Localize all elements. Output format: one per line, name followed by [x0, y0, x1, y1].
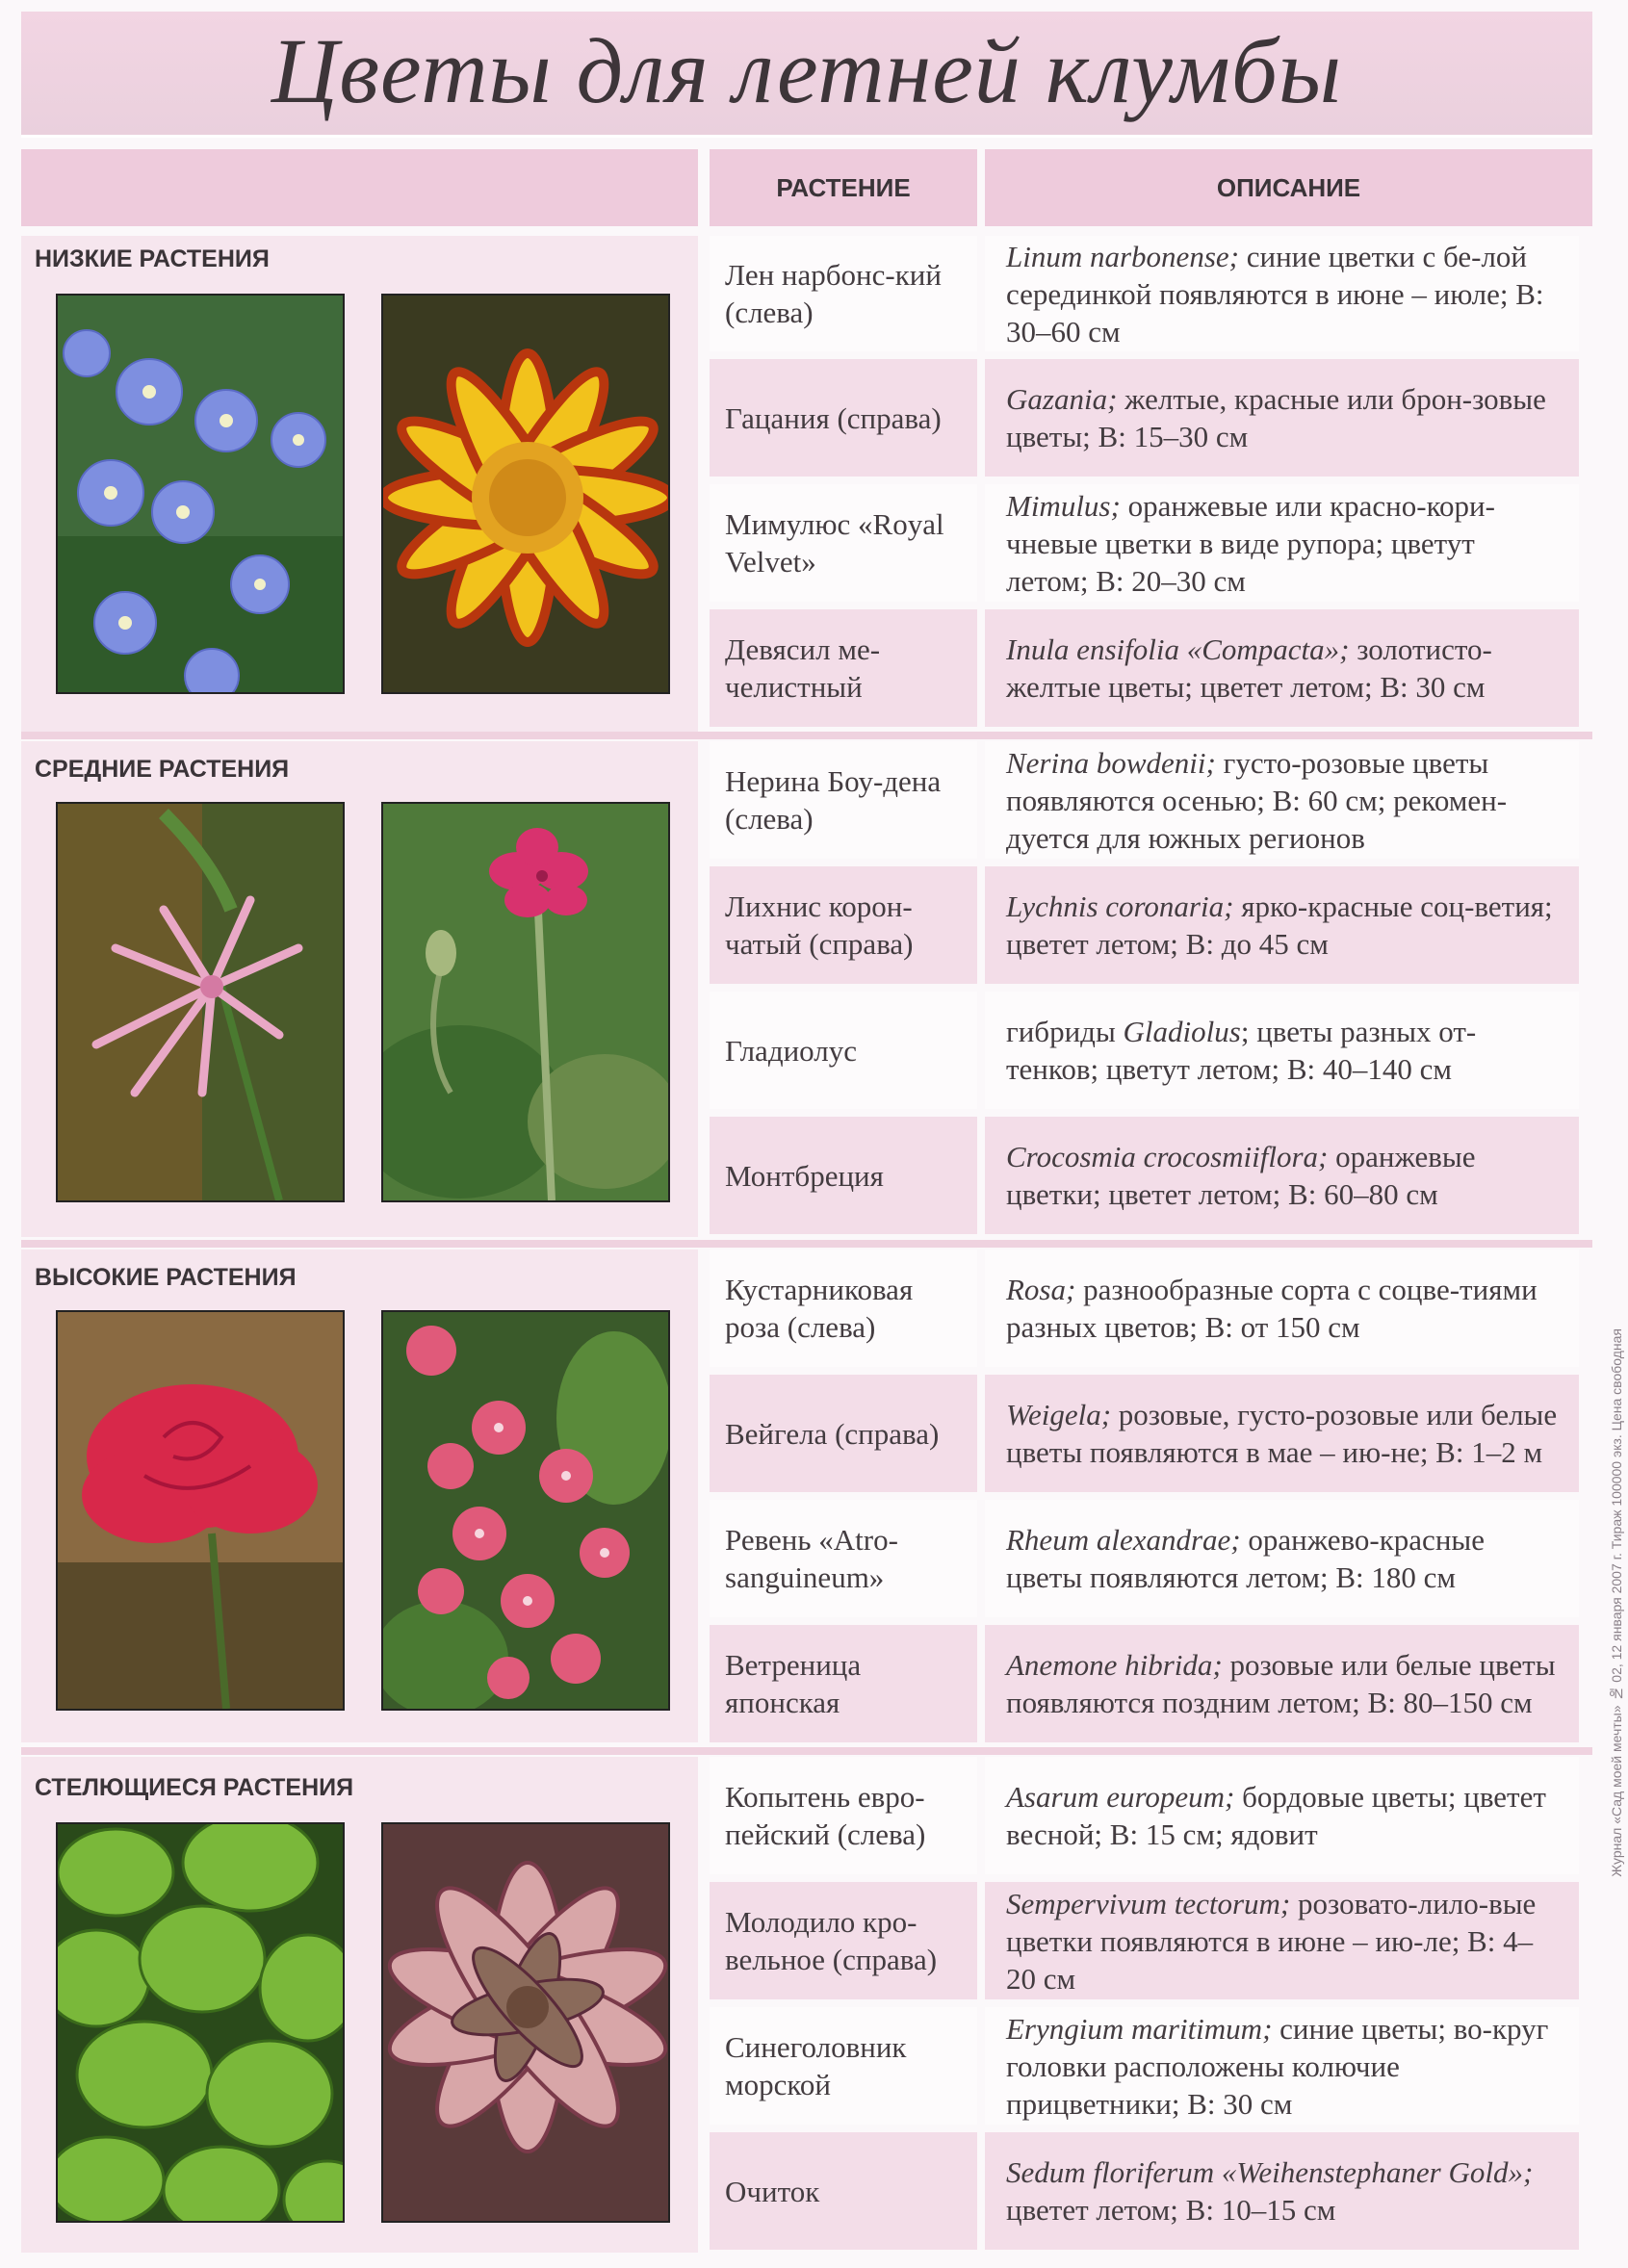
description-cell	[985, 236, 1579, 351]
plant-name-cell: Монтбреция	[710, 1117, 977, 1234]
description-text: розовые, густо-розовые или белые цветы появляются в мае – ию-не; В: 1–2 м	[1006, 1398, 1558, 1469]
description-text: синие цветки с бе-лой серединкой появляются в июне – июле; В: 30–60 см	[1006, 239, 1544, 348]
section-label: СРЕДНИЕ РАСТЕНИЯ	[35, 756, 290, 783]
description-text: оранжевые или красно-кори-чневые цветки в виде рупора; цветут летом; В: 20–30 см	[1006, 488, 1495, 598]
description-cell	[985, 1250, 1579, 1367]
plant-name-cell: Лихнис корон-чатый (справа)	[710, 866, 977, 984]
description-cell	[985, 1117, 1579, 1234]
page-title: Цветы для летней клумбы	[271, 19, 1343, 122]
publication-sideline: Журнал «Сад моей мечты» № 02, 12 января 2007 г. Тираж 100000 экз. Цена свободная	[1609, 1328, 1624, 1877]
description-text: разнообразные сорта с соцве-тиями разных цветов; В: от 150 см	[1006, 1273, 1538, 1344]
description-cell	[985, 1375, 1579, 1492]
description-text: ; цветы разных от-тенков; цветут летом; В: 40–140 см	[1006, 1015, 1477, 1086]
description-text: розовато-лило-вые цветки появляются в июне – ию-ле; В: 4–20 см	[1006, 1886, 1537, 1996]
description-cell	[985, 2007, 1579, 2125]
plant-name-cell: Гацания (справа)	[710, 359, 977, 477]
latin-name: Anemone hibrida;	[1006, 1648, 1223, 1682]
latin-name: Crocosmia crocosmiiflora;	[1006, 1140, 1329, 1173]
latin-name: Gladiolus	[1123, 1015, 1241, 1048]
plant-name-cell: Девясил ме-челистный	[710, 609, 977, 727]
description-text: цветет летом; В: 10–15 см	[1006, 2193, 1336, 2227]
latin-name: Linum narbonense;	[1006, 239, 1239, 273]
latin-name: Weigela;	[1006, 1398, 1112, 1431]
plant-name-cell: Нерина Боу-дена (слева)	[710, 741, 977, 859]
description-cell	[985, 1757, 1579, 1874]
description-text: розовые или белые цветы появляются поздним летом; В: 80–150 см	[1006, 1648, 1556, 1719]
latin-name: Nerina bowdenii;	[1006, 745, 1216, 780]
description-cell	[985, 1500, 1579, 1617]
blue-flax-flowers-photo	[56, 294, 345, 694]
description-text: бордовые цветы; цветет весной; В: 15 см; ядовит	[1006, 1780, 1546, 1851]
lychnis-flower-photo	[381, 802, 670, 1202]
section-divider	[21, 1240, 1592, 1248]
section-divider	[21, 732, 1592, 739]
gazania-flower-photo	[381, 294, 670, 694]
description-text: синие цветы; во-круг головки расположены колючие прицветники; В: 30 см	[1006, 2011, 1549, 2121]
description-prefix: гибриды	[1006, 1015, 1124, 1048]
column-header-plant: РАСТЕНИЕ	[710, 149, 977, 226]
section-divider	[21, 1747, 1592, 1755]
description-text: ярко-красные соц-ветия; цветет летом; В: до 45 см	[1006, 889, 1553, 961]
latin-name: Sempervivum tectorum;	[1006, 1886, 1291, 1920]
column-header-description: ОПИСАНИЕ	[985, 149, 1592, 226]
plant-name-cell: Молодило кро-вельное (справа)	[710, 1882, 977, 1999]
description-cell	[985, 1625, 1579, 1742]
plant-name-cell: Синеголовник морской	[710, 2007, 977, 2125]
plant-name-cell: Очиток	[710, 2132, 977, 2250]
description-cell	[985, 359, 1579, 477]
latin-name: Lychnis coronaria;	[1006, 889, 1234, 923]
weigela-flower-photo	[381, 1310, 670, 1711]
nerine-flower-photo	[56, 802, 345, 1202]
plant-name-cell: Лен нарбонс-кий (слева)	[710, 236, 977, 351]
plant-name-cell: Ревень «Atro-sanguineum»	[710, 1500, 977, 1617]
description-text: золотисто-желтые цветы; цветет летом; В: 30 см	[1006, 632, 1492, 704]
description-cell	[985, 2132, 1579, 2250]
description-cell	[985, 866, 1579, 984]
latin-name: Sedum floriferum «Weihenstephaner Gold»;	[1006, 2155, 1534, 2189]
description-cell	[985, 992, 1579, 1109]
plant-name-cell: Кустарниковая роза (слева)	[710, 1250, 977, 1367]
latin-name: Inula ensifolia «Compacta»;	[1006, 632, 1350, 666]
title-bar	[21, 12, 1592, 138]
plant-name-cell: Вейгела (справа)	[710, 1375, 977, 1492]
asarum-leaves-photo	[56, 1822, 345, 2223]
latin-name: Rosa;	[1006, 1273, 1076, 1306]
rose-flower-photo	[56, 1310, 345, 1711]
description-cell	[985, 484, 1579, 602]
section-label: СТЕЛЮЩИЕСЯ РАСТЕНИЯ	[35, 1774, 354, 1801]
plant-name-cell: Копытень евро-пейский (слева)	[710, 1757, 977, 1874]
description-text: густо-розовые цветы появляются осенью; В: 60 см; рекомен-дуется для южных регионов	[1006, 745, 1508, 855]
description-text: желтые, красные или брон-зовые цветы; В: 15–30 см	[1006, 382, 1546, 453]
latin-name: Rheum alexandrae;	[1006, 1523, 1241, 1557]
plant-name-cell: Гладиолус	[710, 992, 977, 1109]
latin-name: Eryngium maritimum;	[1006, 2011, 1273, 2046]
description-cell	[985, 1882, 1579, 1999]
section-label: НИЗКИЕ РАСТЕНИЯ	[35, 245, 270, 272]
plant-name-cell: Ветреница японская	[710, 1625, 977, 1742]
sempervivum-rosette-photo	[381, 1822, 670, 2223]
section-label: ВЫСОКИЕ РАСТЕНИЯ	[35, 1264, 297, 1291]
latin-name: Gazania;	[1006, 382, 1118, 416]
description-cell	[985, 609, 1579, 727]
latin-name: Asarum europeum;	[1006, 1780, 1235, 1814]
description-text: оранжевые цветки; цветет летом; В: 60–80 см	[1006, 1140, 1476, 1211]
latin-name: Mimulus;	[1006, 488, 1121, 523]
description-text: оранжево-красные цветы появляются летом; В: 180 см	[1006, 1523, 1485, 1594]
left-header-band	[21, 149, 698, 226]
description-cell	[985, 741, 1579, 859]
plant-name-cell: Мимулюс «Royal Velvet»	[710, 484, 977, 602]
